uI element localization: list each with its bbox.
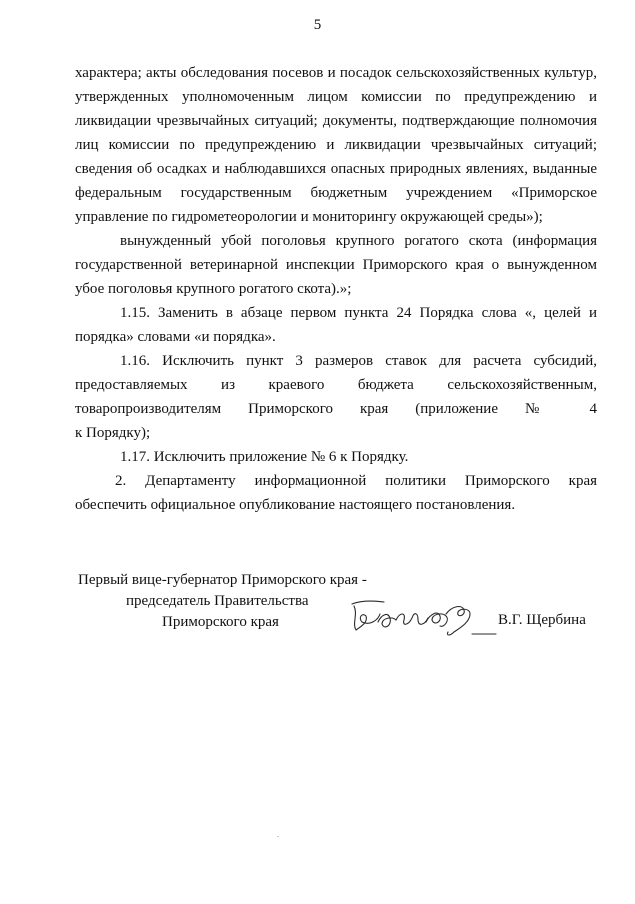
text-line: ликвидации чрезвычайных ситуаций; документы, подтверждающие полномочия [75, 113, 597, 129]
text-line: убое поголовья крупного рогатого скота).»; [75, 281, 352, 297]
text-line: товаропроизводителям Приморского края (приложение № 4 [75, 401, 597, 417]
handwritten-signature [348, 592, 498, 640]
text-line: лиц комиссии по предупреждению и ликвидации чрезвычайных ситуаций; [75, 137, 597, 153]
text-line: порядка» словами «и порядка». [75, 329, 276, 345]
footer-mark: . [277, 830, 279, 839]
signatory-title-line: председатель Правительства [126, 593, 309, 609]
text-line: государственной ветеринарной инспекции Приморского края о вынужденном [75, 257, 597, 273]
text-line: сведения об осадках и наблюдавшихся опасных природных явлениях, выданные [75, 161, 597, 177]
page-number: 5 [313, 17, 322, 33]
paragraph-1-16 [75, 349, 597, 445]
signer-name: В.Г. Щербина [498, 612, 586, 628]
paragraph-continuation [75, 61, 597, 229]
text-line: характера; акты обследования посевов и посадок сельскохозяйственных культур, [75, 65, 597, 81]
text-line: утвержденных уполномоченным лицом комиссии по предупреждению и [75, 89, 597, 105]
text-line: обеспечить официальное опубликование настоящего постановления. [75, 497, 516, 513]
text-line: 1.17. Исключить приложение № 6 к Порядку. [120, 449, 409, 465]
text-line: к Порядку); [75, 425, 151, 441]
paragraph-2 [75, 469, 597, 517]
document-body [75, 61, 597, 517]
text-line: управление по гидрометеорологии и мониторингу окружающей среды»); [75, 209, 543, 225]
text-line: 2. Департаменту информационной политики Приморского края [115, 473, 597, 489]
paragraph-1-17 [75, 445, 597, 469]
signatory-title-line: Приморского края [162, 614, 279, 630]
text-line: федеральным государственным бюджетным учреждением «Приморское [75, 185, 597, 201]
text-line: вынужденный убой поголовья крупного рогатого скота (информация [120, 233, 597, 249]
paragraph-1-15 [75, 301, 597, 349]
signatory-title-line: Первый вице-губернатор Приморского края - [78, 572, 367, 588]
text-line: предоставляемых из краевого бюджета сельскохозяйственным, [75, 377, 597, 393]
text-line: 1.15. Заменить в абзаце первом пункта 24 Порядка слова «, целей и [120, 305, 597, 321]
text-line: 1.16. Исключить пункт 3 размеров ставок для расчета субсидий, [120, 353, 597, 369]
paragraph-forced-slaughter [75, 229, 597, 301]
